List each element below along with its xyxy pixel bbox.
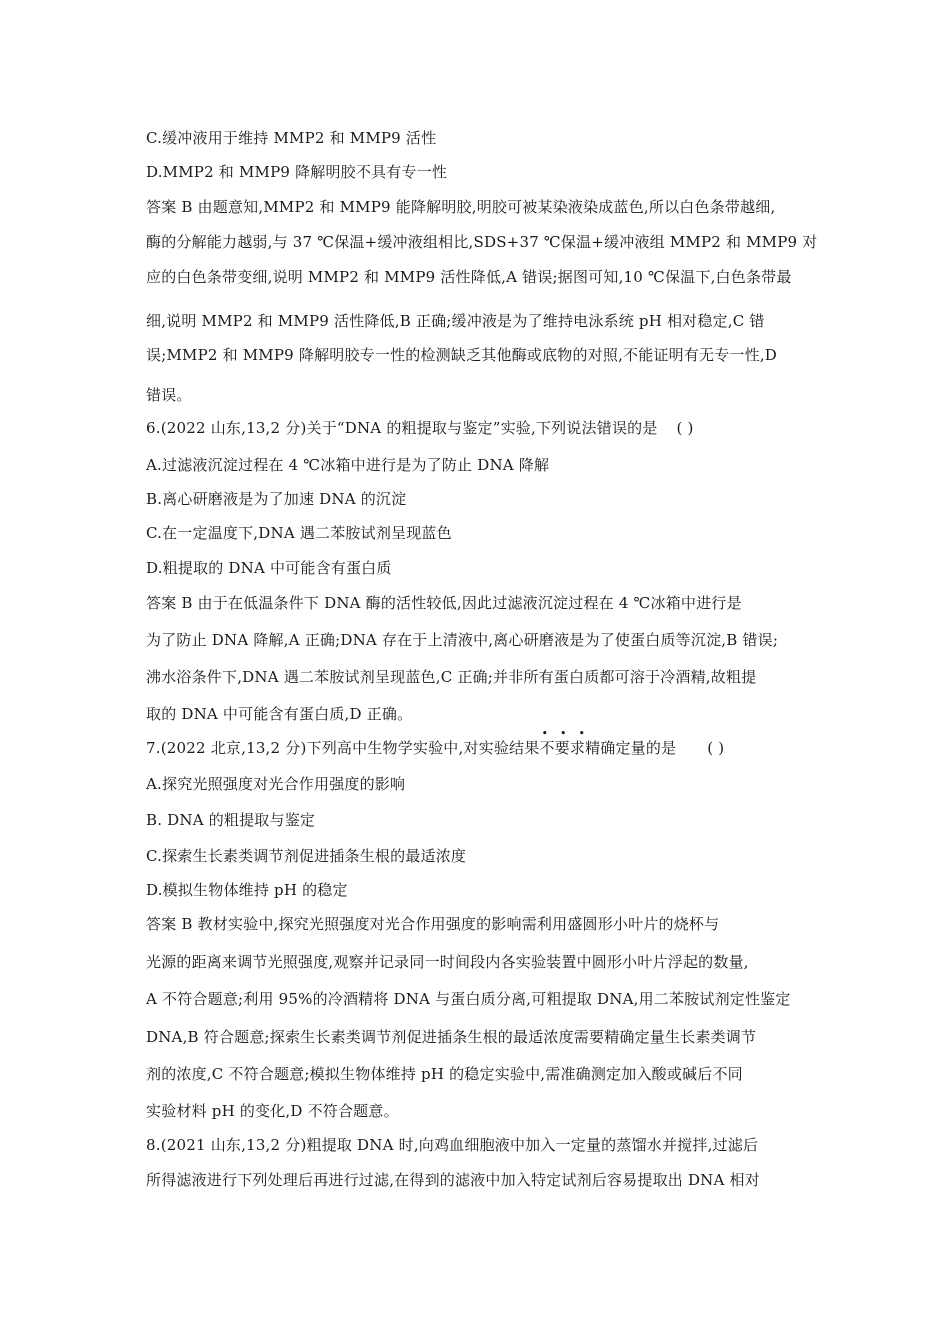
q6-stem-line [146,418,810,438]
q6-option-c: C.在一定温度下,DNA 遇二苯胺试剂呈现蓝色 [146,524,452,542]
q8-stem-line-1: 8.(2021 山东,13,2 分)粗提取 DNA 时,向鸡血细胞液中加入一定量的蒸馏水并搅拌,过滤后 [146,1136,759,1154]
q7-answer-bracket: ( ) [707,739,725,757]
q7-option-a: A.探究光照强度对光合作用强度的影响 [146,775,406,793]
q5-answer-line-5: 误;MMP2 和 MMP9 降解明胶专一性的检测缺乏其他酶或底物的对照,不能证明有无专一性,D [146,346,778,364]
q7-answer-line-2: 光源的距离来调节光照强度,观察并记录同一时间段内各实验装置中圆形小叶片浮起的数量, [146,953,749,971]
q6-answer-line-1: 答案 B 由于在低温条件下 DNA 酶的活性较低,因此过滤液沉淀过程在 4 ℃冰箱中进行是 [146,594,742,612]
q7-stem-line [146,727,810,758]
q7-stem-before: 7.(2022 北京,13,2 分)下列高中生物学实验中,对实验结果 [146,739,540,757]
q7-answer-line-5: 剂的浓度,C 不符合题意;模拟生物体维持 pH 的稳定实验中,需准确测定加入酸或碱后不同 [146,1065,743,1083]
q7-option-b: B. DNA 的粗提取与鉴定 [146,811,316,829]
q6-stem: 6.(2022 山东,13,2 分)关于“DNA 的粗提取与鉴定”实验,下列说法错误的是 [146,419,658,437]
q7-emphasis [539,727,597,758]
q5-option-d: D.MMP2 和 MMP9 降解明胶不具有专一性 [146,163,448,181]
q6-answer-bracket: ( ) [676,419,694,437]
q5-answer-line-4: 细,说明 MMP2 和 MMP9 活性降低,B 正确;缓冲液是为了维持电泳系统 pH 相对稳定,C 错 [146,312,765,330]
q7-answer-line-1: 答案 B 教材实验中,探究光照强度对光合作用强度的影响需利用盛圆形小叶片的烧杯与 [146,915,720,933]
q6-option-a: A.过滤液沉淀过程在 4 ℃冰箱中进行是为了防止 DNA 降解 [146,456,550,474]
q7-option-c: C.探索生长素类调节剂促进插条生根的最适浓度 [146,847,467,865]
q7-answer-line-4: DNA,B 符合题意;探索生长素类调节剂促进插条生根的最适浓度需要精确定量生长素类调节 [146,1028,757,1046]
q6-answer-line-2: 为了防止 DNA 降解,A 正确;DNA 存在于上清液中,离心研磨液是为了使蛋白质等沉淀,B 错误; [146,631,779,649]
q7-emphasis-text: 不要求 [539,739,586,757]
q7-answer-line-3: A 不符合题意;利用 95%的冷酒精将 DNA 与蛋白质分离,可粗提取 DNA,用二苯胺试剂定性鉴定 [146,990,791,1008]
q6-option-b: B.离心研磨液是为了加速 DNA 的沉淀 [146,490,407,508]
q5-option-c: C.缓冲液用于维持 MMP2 和 MMP9 活性 [146,129,437,147]
q8-stem-line-2: 所得滤液进行下列处理后再进行过滤,在得到的滤液中加入特定试剂后容易提取出 DNA 相对 [146,1171,760,1189]
q5-answer-line-6: 错误。 [146,386,192,404]
q6-answer-line-3: 沸水浴条件下,DNA 遇二苯胺试剂呈现蓝色,C 正确;并非所有蛋白质都可溶于冷酒精,故粗提 [146,668,757,686]
q5-answer-line-1: 答案 B 由题意知,MMP2 和 MMP9 能降解明胶,明胶可被某染液染成蓝色,所以白色条带越细, [146,198,776,216]
q6-answer-line-4: 取的 DNA 中可能含有蛋白质,D 正确。 [146,705,413,723]
q7-stem-after: 精确定量的是 [585,739,677,757]
q5-answer-line-3: 应的白色条带变细,说明 MMP2 和 MMP9 活性降低,A 错误;据图可知,10 ℃保温下,白色条带最 [146,268,792,286]
q7-option-d: D.模拟生物体维持 pH 的稳定 [146,881,348,899]
q6-option-d: D.粗提取的 DNA 中可能含有蛋白质 [146,559,392,577]
q5-answer-line-2: 酶的分解能力越弱,与 37 ℃保温+缓冲液组相比,SDS+37 ℃保温+缓冲液组 MMP2 和 MMP9 对 [146,233,818,251]
emphasis-dots: ••• [541,727,597,740]
q7-answer-line-6: 实验材料 pH 的变化,D 不符合题意。 [146,1102,399,1120]
